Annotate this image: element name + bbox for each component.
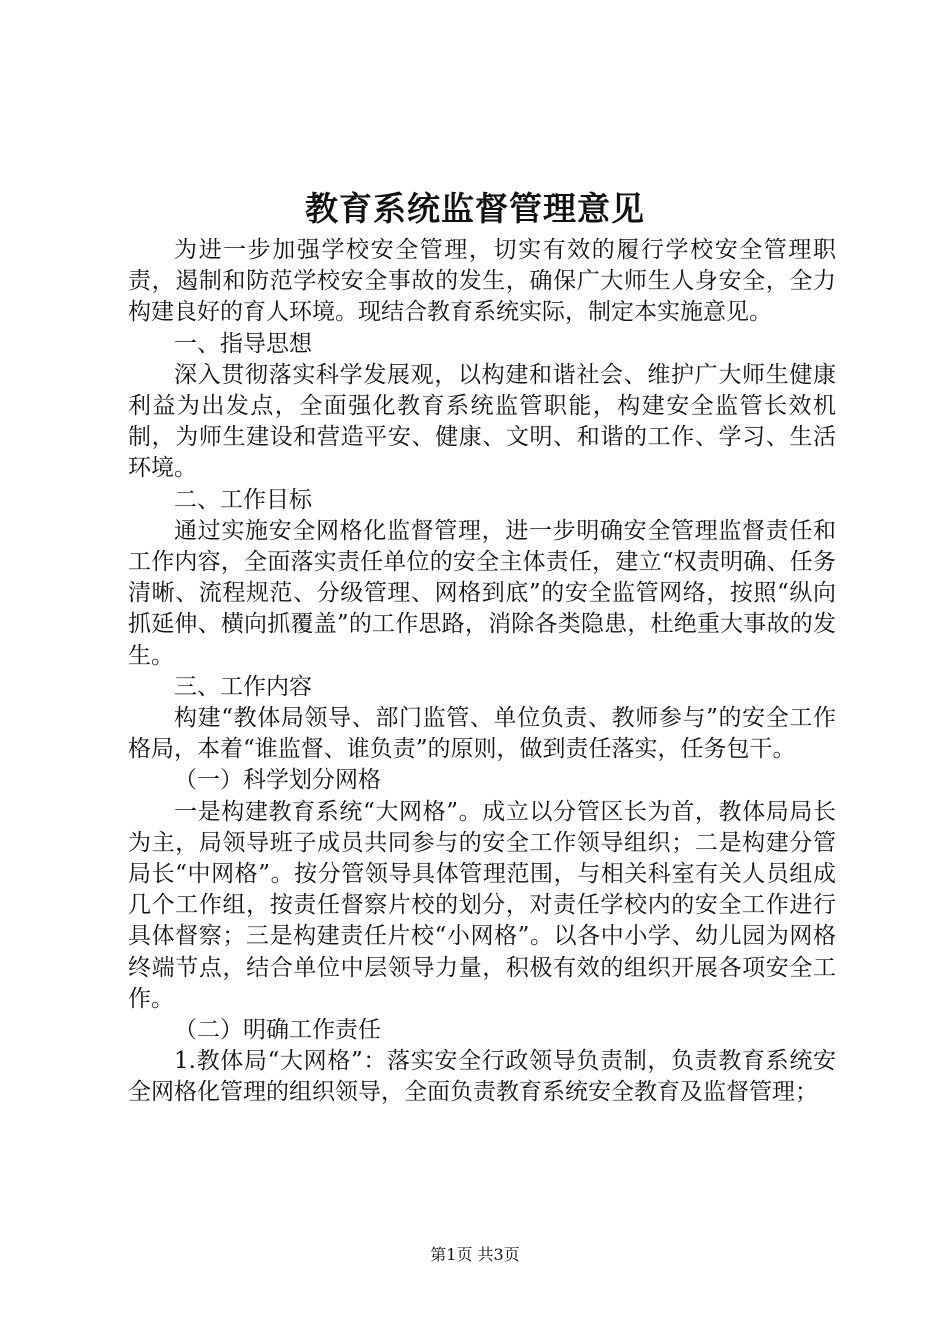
body-paragraph: 1.教体局“大网格”：落实安全行政领导负责制，负责教育系统安全网格化管理的组织领导，全面负责教育系统安全教育及监督管理；	[128, 1048, 836, 1106]
section-heading: 二、工作目标	[174, 486, 312, 513]
body-paragraph: 为进一步加强学校安全管理，切实有效的履行学校安全管理职责，遏制和防范学校安全事故的发生，确保广大师生人身安全，全力构建良好的育人环境。现结合教育系统实际，制定本实施意见。	[128, 237, 836, 326]
body-paragraph: 构建“教体局领导、部门监管、单位负责、教师参与”的安全工作格局，本着“谁监督、谁负责”的原则，做到责任落实，任务包干。	[128, 705, 836, 763]
body-paragraph: 一是构建教育系统“大网格”。成立以分管区长为首，教体局局长为主，局领导班子成员共同参与的安全工作领导组织；二是构建分管局长“中网格”。按分管领导具体管理范围，与相关科室有关人员组成几个工作组，按责任督察片校的划分，对责任学校内的安全工作进行具体督察；三是构建责任片校“小网格”。以各中小学、幼儿园为网格终端节点，结合单位中层领导力量，积极有效的组织开展各项安全工作。	[128, 798, 836, 1012]
section-heading: 一、指导思想	[174, 330, 312, 357]
section-heading: （一）科学划分网格	[174, 767, 381, 794]
document-title: 教育系统监督管理意见	[305, 189, 645, 228]
section-heading: 三、工作内容	[174, 673, 312, 700]
body-paragraph: 通过实施安全网格化监督管理，进一步明确安全管理监督责任和工作内容，全面落实责任单位的安全主体责任，建立“权责明确、任务清晰、流程规范、分级管理、网格到底”的安全监管网络，按照“纵向抓延伸、横向抓覆盖”的工作思路，消除各类隐患，杜绝重大事故的发生。	[128, 517, 836, 669]
section-heading: （二）明确工作责任	[174, 1017, 381, 1044]
page-footer: 第1页 共3页	[430, 1245, 520, 1264]
document-body	[128, 235, 836, 1109]
body-paragraph: 深入贯彻落实科学发展观，以构建和谐社会、维护广大师生健康利益为出发点，全面强化教育系统监管职能，构建安全监管长效机制，为师生建设和营造平安、健康、文明、和谐的工作、学习、生活环境。	[128, 361, 836, 482]
